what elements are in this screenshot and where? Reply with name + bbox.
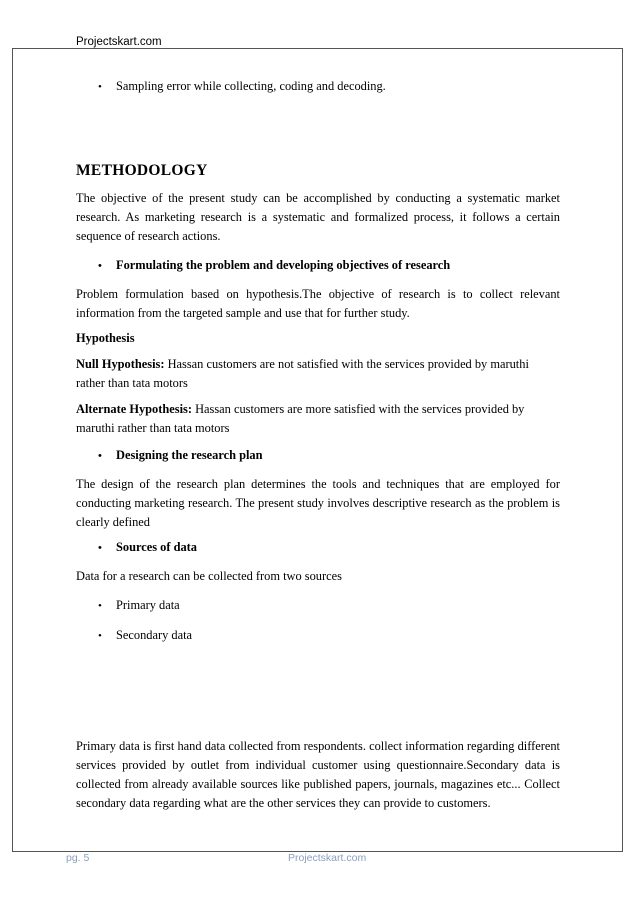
- bullet-text: Primary data: [116, 598, 180, 612]
- bullet-formulating-problem: [98, 256, 450, 276]
- bullet-sources-of-data: [98, 538, 197, 558]
- footer-page-number: pg. 5: [66, 852, 90, 864]
- bullet-icon: •: [98, 260, 102, 272]
- sources-text: Data for a research can be collected from two sources: [76, 569, 342, 583]
- bullet-sampling-error: [98, 77, 386, 97]
- footer-site: Projectskart.com: [288, 852, 367, 864]
- bullet-icon: •: [98, 450, 102, 462]
- bullet-text: Designing the research plan: [116, 448, 263, 462]
- alternate-hypothesis-label: Alternate Hypothesis:: [76, 402, 192, 416]
- bullet-icon: •: [98, 542, 102, 554]
- bullet-primary-data: [98, 596, 180, 616]
- bullet-text: Secondary data: [116, 628, 193, 642]
- primary-secondary-paragraph: Primary data is first hand data collected from respondents. collect information regarding different services provided by outlet from individual customer using questionnaire.Secondary data is collected from already available sources like published papers, journals, magazines etc... Collect secondary data regarding what are the other services they can provide to customers.: [76, 739, 560, 810]
- alternate-hypothesis-text: Hassan customers are more satisfied with the services provided by maruthi rather than tata motors: [76, 402, 525, 435]
- hypothesis-heading: Hypothesis: [76, 331, 135, 345]
- bullet-icon: •: [98, 81, 102, 93]
- methodology-heading: METHODOLOGY: [76, 162, 208, 179]
- bullet-text: Sampling error while collecting, coding and decoding.: [116, 79, 386, 93]
- null-hypothesis-text: Hassan customers are not satisfied with the services provided by maruthi rather than tata motors: [76, 357, 529, 390]
- bullet-icon: •: [98, 630, 102, 642]
- page-header-site: Projectskart.com: [76, 36, 162, 48]
- alternate-hypothesis: [76, 400, 551, 438]
- bullet-secondary-data: [98, 626, 192, 646]
- bullet-text: Sources of data: [116, 540, 197, 554]
- bullet-text: Formulating the problem and developing objectives of research: [116, 258, 451, 272]
- research-plan-text: The design of the research plan determines the tools and techniques that are employed for conducting marketing research. The present study involves descriptive research as the problem is clearly defined: [76, 477, 560, 529]
- null-hypothesis: [76, 355, 546, 393]
- bullet-icon: •: [98, 600, 102, 612]
- problem-formulation-text: Problem formulation based on hypothesis.The objective of research is to collect relevant information from the targeted sample and use that for further study.: [76, 287, 560, 320]
- null-hypothesis-label: Null Hypothesis:: [76, 357, 165, 371]
- methodology-intro: The objective of the present study can be accomplished by conducting a systematic market research. As marketing research is a systematic and formalized process, it follows a certain sequence of research actions.: [76, 191, 560, 243]
- bullet-designing-plan: [98, 446, 263, 466]
